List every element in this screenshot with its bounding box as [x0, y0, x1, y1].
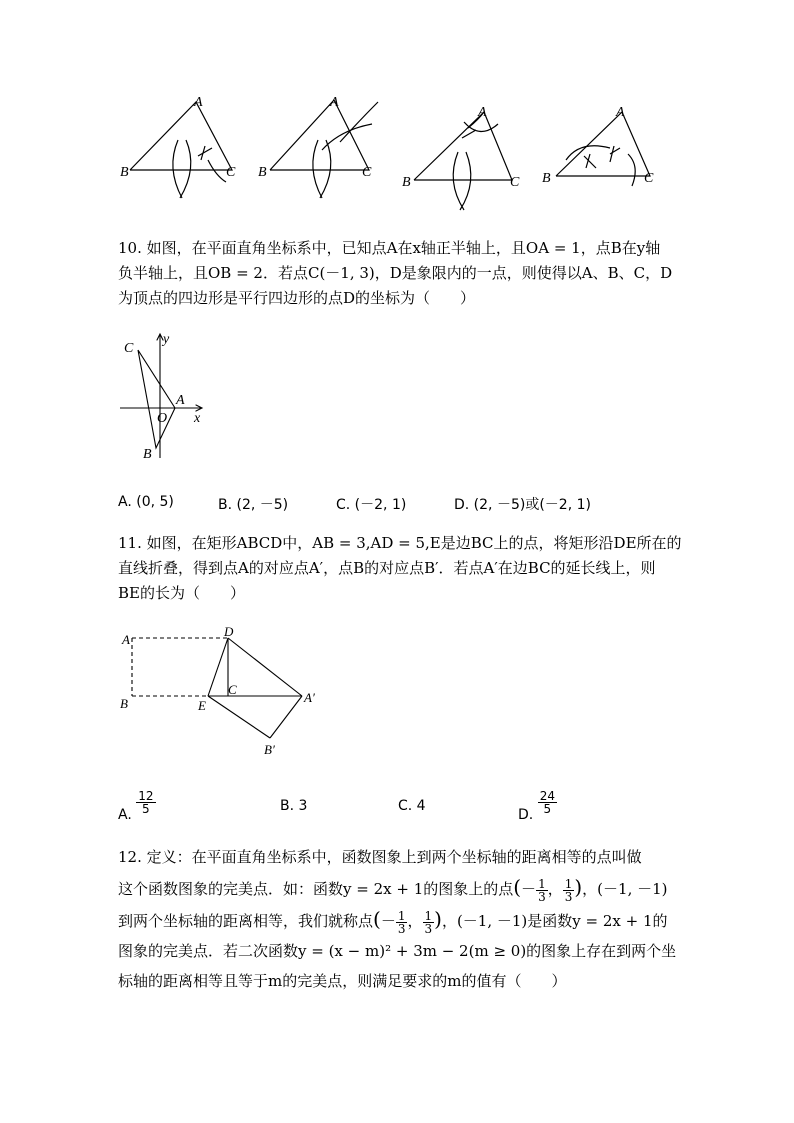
q12-point-2-x-num: 1 [397, 908, 406, 923]
q12-point-1: ( [513, 875, 522, 899]
q12-line-2: 这个函数图象的完美点．如：函数y = 2x + 1的图象上的点(－ $\frac{1}{3}$ ， $\frac{1}{3}$ )，(－1, －1) [118, 875, 668, 904]
fig4-label-a: A [616, 105, 625, 120]
q12-point-1-x-den: 3 [538, 889, 546, 904]
q12-point-2-x [396, 910, 408, 935]
q12-point-1-sep: ， [547, 880, 563, 898]
triangle-cab [138, 350, 175, 448]
q10-line-3: 为顶点的四边形是平行四边形的点D的坐标为（ ） [118, 289, 476, 307]
q12-point-2-y [423, 910, 435, 935]
q11-option-b[interactable]: B. 3 [280, 798, 308, 814]
edge-b2a2 [270, 696, 302, 738]
q11-option-d-fraction [538, 790, 557, 815]
q10-option-b[interactable]: B. (2, －5) [218, 497, 289, 513]
q12-line-5: 标轴的距离相等且等于m的完美点，则满足要求的m的值有（ ） [118, 972, 567, 990]
q12-line-1: 12. 定义：在平面直角坐标系中，函数图象上到两个坐标轴的距离相等的点叫做 [118, 848, 642, 866]
figure-4-triangle [556, 112, 650, 186]
question-12 [118, 842, 688, 996]
q12-line-4: 图象的完美点．若二次函数y = (x − m)² + 3m − 2(m ≥ 0)的图象上存在到两个坐 [118, 942, 677, 960]
fold-line-de [208, 638, 228, 696]
fig2-label-c: C [362, 165, 372, 180]
q10-option-a[interactable]: A. (0, 5) [118, 494, 174, 510]
q12-point-2-x-den: 3 [397, 921, 406, 936]
q11-label-b: B [120, 696, 128, 711]
fig1-label-c: C [226, 165, 236, 180]
fig2-label-a: A [330, 95, 339, 110]
q12-point-1-y-den: 3 [564, 889, 573, 904]
q11-label-b-prime: B′ [264, 742, 275, 757]
fig4-label-c: C [644, 171, 654, 186]
construction-figures [0, 80, 794, 220]
q12-line-3: 到两个坐标轴的距离相等，我们就称点(－ $\frac{1}{3}$ ， $\frac{1}{3}$ )，(－1, －1)是函数y = 2x + 1的 [118, 907, 668, 936]
q11-folding-figure [110, 622, 330, 762]
q11-label-a: A [122, 632, 130, 647]
fig3-label-b: B [402, 175, 411, 190]
q11-line-1: 11. 如图，在矩形ABCD中，AB = 3,AD = 5,E是边BC上的点，将矩形沿DE所在的 [118, 534, 682, 552]
q12-point-1-neg: － [521, 880, 537, 898]
q12-point-2-sep: ， [407, 912, 423, 930]
q11-option-c[interactable]: C. 4 [398, 798, 426, 814]
q12-point-1-x-num: 1 [538, 876, 546, 891]
fig4-label-b: B [542, 171, 551, 186]
q11-line-2: 直线折叠，得到点A的对应点A′，点B的对应点B′．若点A′在边BC的延长线上，则 [118, 559, 656, 577]
q11-option-d-prefix: D. [518, 806, 534, 823]
fig1-label-a: A [194, 95, 203, 110]
q11-option-a-numerator: 12 [138, 789, 154, 803]
fig1-label-b: B [120, 165, 129, 180]
figure-1-triangle [130, 102, 232, 198]
fig3-label-c: C [510, 175, 520, 190]
q10-label-y: y [163, 332, 170, 347]
q11-option-a-fraction [136, 790, 155, 815]
q10-label-o: O [157, 411, 168, 426]
q10-option-d[interactable]: D. (2, －5)或(－2, 1) [454, 497, 591, 513]
q12-line-2-tail: ，(－1, －1) [582, 880, 668, 898]
question-11 [118, 531, 688, 606]
q12-point-2-neg: － [380, 912, 396, 930]
q11-label-a-prime: A′ [304, 690, 315, 705]
q11-label-c: C [228, 682, 237, 697]
q12-point-1-y [563, 878, 575, 903]
q11-label-e: E [198, 698, 206, 713]
q10-label-x: x [194, 411, 201, 426]
fig2-label-b: B [258, 165, 267, 180]
q10-line-1: 10. 如图，在平面直角坐标系中，已知点A在x轴正半轴上，且OA = 1，点B在y轴 [118, 239, 661, 257]
q10-option-c[interactable]: C. (－2, 1) [336, 497, 407, 513]
q11-option-d[interactable] [518, 789, 557, 823]
q11-option-a-prefix: A. [118, 806, 132, 823]
q10-label-a: A [176, 393, 185, 408]
edge-eb2 [208, 696, 270, 738]
q11-option-a[interactable] [118, 789, 156, 823]
q12-point-1-y-num: 1 [564, 876, 573, 891]
q12-line-2-text: 这个函数图象的完美点．如：函数y = 2x + 1的图象上的点 [118, 880, 514, 898]
q11-line-3: BE的长为（ ） [118, 584, 245, 602]
question-10 [118, 236, 688, 311]
q10-label-b: B [143, 447, 152, 462]
q12-point-1-x [536, 878, 548, 903]
q11-option-a-denominator: 5 [142, 802, 150, 816]
q11-option-d-denominator: 5 [543, 802, 552, 816]
q12-point-2-y-den: 3 [424, 921, 433, 936]
edge-da2 [228, 638, 302, 696]
q10-coordinate-figure [110, 330, 220, 465]
figure-3-triangle [414, 112, 512, 210]
q11-option-d-numerator: 24 [539, 789, 555, 803]
q12-line-3-text: 到两个坐标轴的距离相等，我们就称点 [118, 912, 374, 930]
figure-2-triangle [270, 100, 378, 198]
q10-line-2: 负半轴上，且OB = 2．若点C(－1, 3)，D是象限内的一点，则使得以A、B、C，D [118, 264, 673, 282]
q12-line-3-tail: ，(－1, －1)是函数y = 2x + 1的 [441, 912, 668, 930]
q10-label-c: C [124, 341, 134, 356]
q12-point-2-y-num: 1 [424, 908, 433, 923]
q11-label-d: D [224, 624, 234, 639]
fig3-label-a: A [478, 105, 487, 120]
